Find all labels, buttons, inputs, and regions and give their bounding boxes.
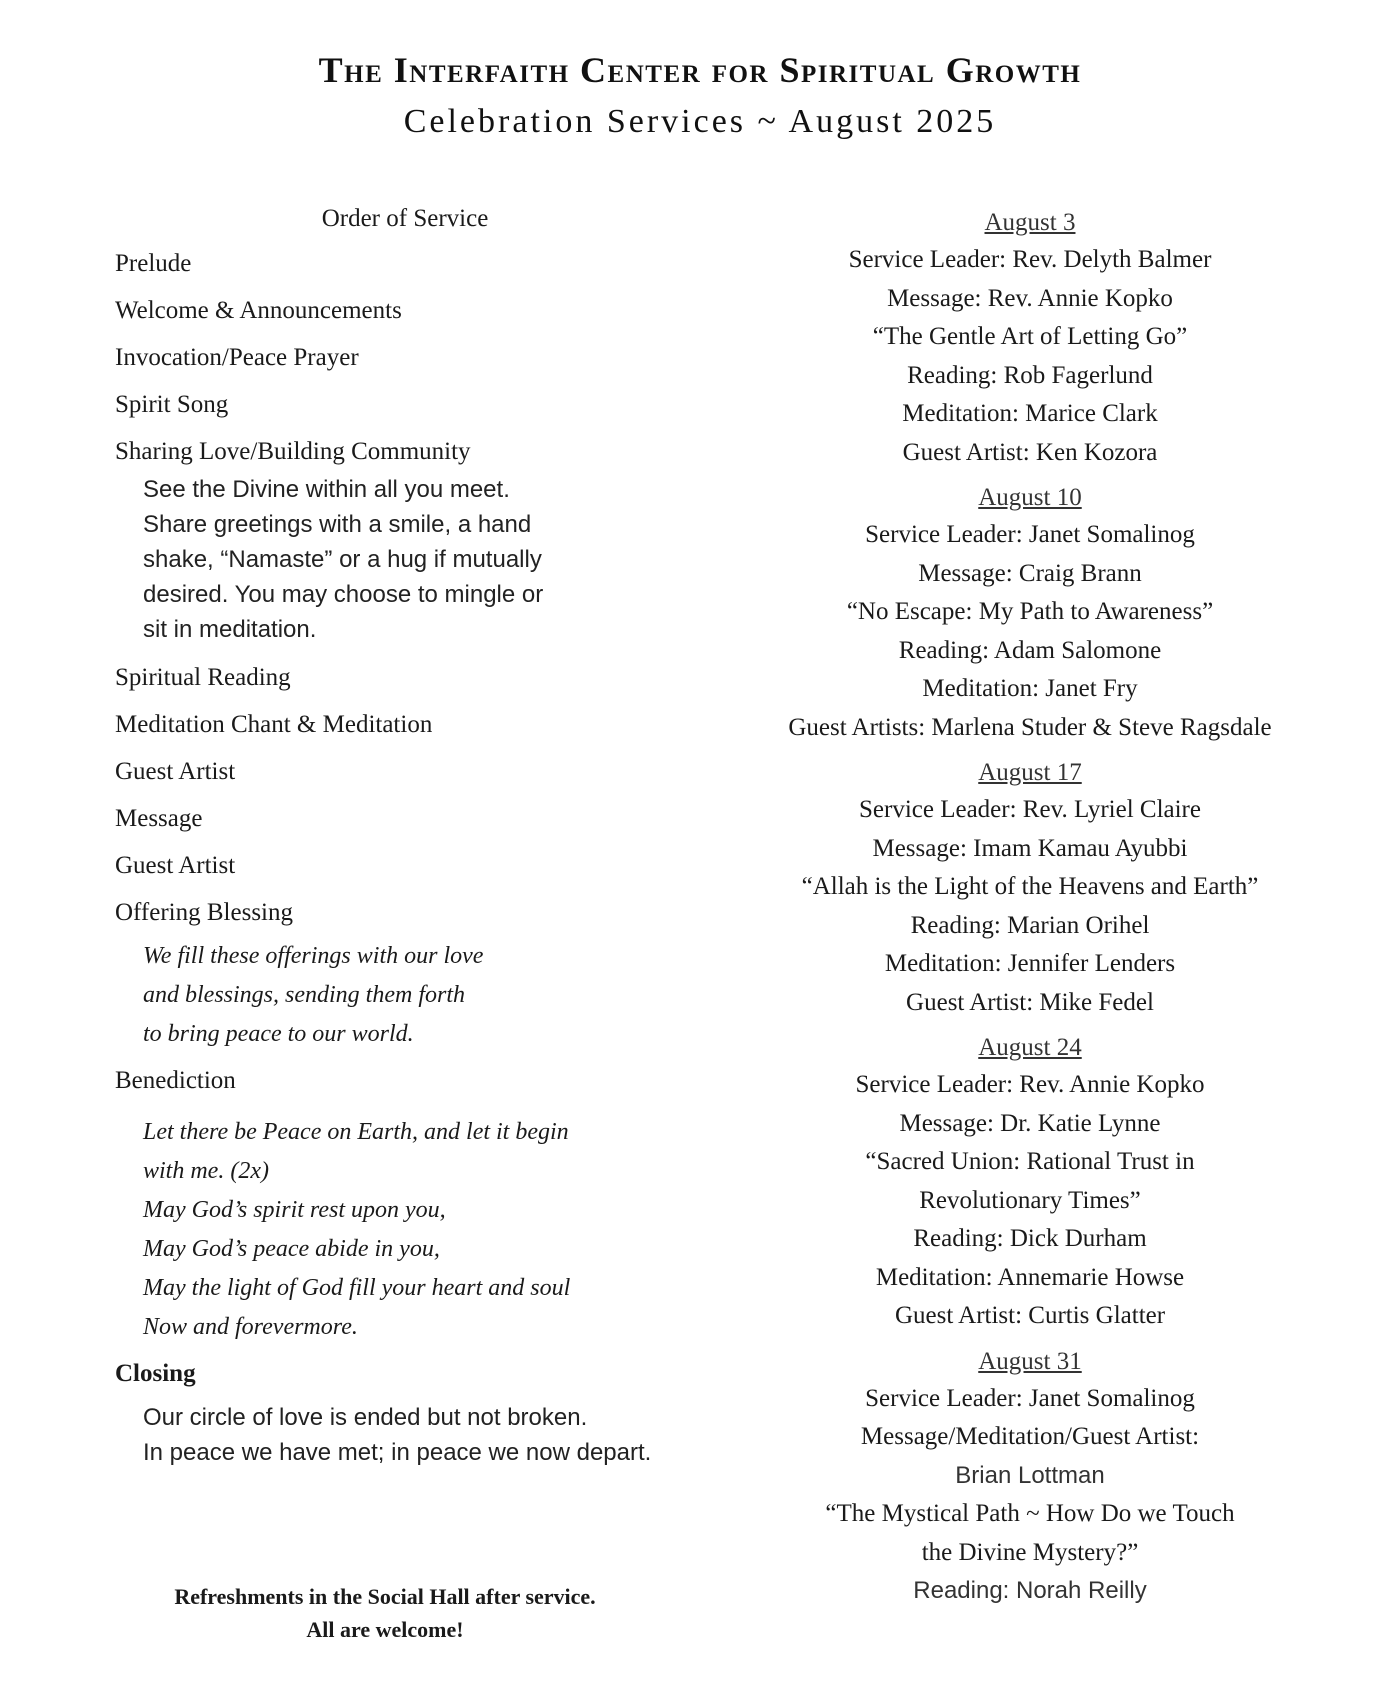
service-presenter: Brian Lottman bbox=[955, 1461, 1105, 1489]
sharing-line: desired. You may choose to mingle or bbox=[143, 581, 544, 608]
sharing-line: See the Divine within all you meet. bbox=[143, 476, 510, 503]
service-meditation: Meditation: Marice Clark bbox=[902, 400, 1158, 427]
benediction-line: Now and forevermore. bbox=[143, 1314, 358, 1340]
order-item-sharing: Sharing Love/Building Community bbox=[115, 438, 471, 465]
benediction-line: May the light of God fill your heart and soul bbox=[143, 1275, 571, 1301]
message-title: Revolutionary Times” bbox=[919, 1186, 1141, 1214]
service-leader: Service Leader: Janet Somalinog bbox=[865, 1384, 1195, 1412]
order-of-service bbox=[115, 205, 715, 1486]
service-leader: Service Leader: Rev. Lyriel Claire bbox=[859, 796, 1201, 823]
message-title: “The Gentle Art of Letting Go” bbox=[872, 323, 1188, 350]
offering-text bbox=[115, 937, 715, 1054]
refreshments-note bbox=[115, 1580, 655, 1646]
message-title: the Divine Mystery?” bbox=[921, 1538, 1139, 1566]
benediction-line: May God’s peace abide in you, bbox=[143, 1236, 440, 1262]
service-august-17 bbox=[730, 755, 1330, 1022]
service-date: August 10 bbox=[978, 484, 1082, 511]
order-item-invocation: Invocation/Peace Prayer bbox=[115, 344, 359, 371]
message-title: “Allah is the Light of the Heavens and Earth” bbox=[801, 873, 1259, 900]
benediction-line: May God’s spirit rest upon you, bbox=[143, 1197, 446, 1223]
service-reading: Reading: Marian Orihel bbox=[910, 911, 1150, 939]
service-reading: Reading: Dick Durham bbox=[913, 1225, 1147, 1252]
closing-text bbox=[115, 1400, 715, 1470]
page-subtitle: Celebration Services ~ August 2025 bbox=[403, 103, 997, 140]
service-message: Message: Dr. Katie Lynne bbox=[899, 1109, 1161, 1137]
sharing-line: Share greetings with a smile, a hand bbox=[143, 511, 532, 538]
service-date: August 24 bbox=[978, 1034, 1082, 1061]
offering-line: to bring peace to our world. bbox=[143, 1021, 414, 1047]
service-leader: Service Leader: Janet Somalinog bbox=[865, 521, 1195, 548]
message-title: “The Mystical Path ~ How Do we Touch bbox=[825, 1500, 1235, 1527]
service-date: August 31 bbox=[978, 1347, 1082, 1375]
order-item-spiritual-reading: Spiritual Reading bbox=[115, 664, 291, 691]
service-meditation: Meditation: Janet Fry bbox=[922, 675, 1138, 702]
closing-line: Our circle of love is ended but not broken. bbox=[143, 1404, 588, 1431]
sharing-line: shake, “Namaste” or a hug if mutually bbox=[143, 546, 542, 573]
order-item-offering: Offering Blessing bbox=[115, 899, 293, 926]
service-meditation: Meditation: Jennifer Lenders bbox=[884, 950, 1176, 977]
organization-title: The Interfaith Center for Spiritual Growth bbox=[318, 50, 1082, 90]
order-item-closing: Closing bbox=[115, 1360, 196, 1387]
service-reading: Reading: Norah Reilly bbox=[913, 1577, 1147, 1604]
service-august-24 bbox=[730, 1030, 1330, 1336]
order-item-prelude: Prelude bbox=[115, 250, 192, 277]
order-item-meditation: Meditation Chant & Meditation bbox=[115, 711, 433, 738]
page-header bbox=[0, 48, 1400, 144]
service-reading: Reading: Adam Salomone bbox=[898, 636, 1162, 664]
benediction-line: with me. (2x) bbox=[143, 1158, 269, 1184]
order-item-spirit-song: Spirit Song bbox=[115, 391, 229, 418]
service-date: August 17 bbox=[978, 759, 1082, 786]
service-leader: Service Leader: Rev. Annie Kopko bbox=[855, 1071, 1205, 1098]
service-date: August 3 bbox=[984, 209, 1076, 236]
service-reading: Reading: Rob Fagerlund bbox=[907, 361, 1153, 389]
service-schedule bbox=[730, 205, 1330, 1619]
closing-line: In peace we have met; in peace we now depart. bbox=[143, 1439, 652, 1466]
refreshments-line: Refreshments in the Social Hall after service. bbox=[174, 1584, 596, 1609]
offering-line: We fill these offerings with our love bbox=[143, 943, 484, 969]
order-item-message: Message bbox=[115, 805, 203, 832]
message-title: “No Escape: My Path to Awareness” bbox=[846, 598, 1214, 625]
service-guest-artist: Guest Artists: Marlena Studer & Steve Ragsdale bbox=[788, 713, 1272, 741]
order-item-benediction: Benediction bbox=[115, 1067, 236, 1094]
order-item-guest-artist: Guest Artist bbox=[115, 852, 236, 879]
service-august-10 bbox=[730, 480, 1330, 747]
service-august-3 bbox=[730, 205, 1330, 472]
sharing-line: sit in meditation. bbox=[143, 616, 317, 643]
offering-line: and blessings, sending them forth bbox=[143, 982, 465, 1008]
benediction-text bbox=[115, 1113, 715, 1347]
service-message: Message: Rev. Annie Kopko bbox=[887, 284, 1173, 312]
service-guest-artist: Guest Artist: Curtis Glatter bbox=[894, 1302, 1166, 1329]
service-august-31 bbox=[730, 1344, 1330, 1611]
service-guest-artist: Guest Artist: Ken Kozora bbox=[902, 438, 1158, 466]
order-heading: Order of Service bbox=[321, 205, 489, 232]
sharing-description bbox=[115, 472, 715, 647]
service-message: Message/Meditation/Guest Artist: bbox=[860, 1423, 1200, 1450]
service-guest-artist: Guest Artist: Mike Fedel bbox=[906, 988, 1154, 1016]
benediction-line: Let there be Peace on Earth, and let it begin bbox=[143, 1119, 569, 1145]
service-message: Message: Craig Brann bbox=[918, 559, 1142, 587]
service-message: Message: Imam Kamau Ayubbi bbox=[872, 834, 1188, 862]
welcome-line: All are welcome! bbox=[306, 1617, 464, 1642]
message-title: “Sacred Union: Rational Trust in bbox=[865, 1148, 1195, 1175]
order-item-welcome: Welcome & Announcements bbox=[115, 297, 402, 324]
order-item-guest-artist: Guest Artist bbox=[115, 758, 236, 785]
service-meditation: Meditation: Annemarie Howse bbox=[875, 1263, 1185, 1291]
service-leader: Service Leader: Rev. Delyth Balmer bbox=[848, 246, 1212, 273]
